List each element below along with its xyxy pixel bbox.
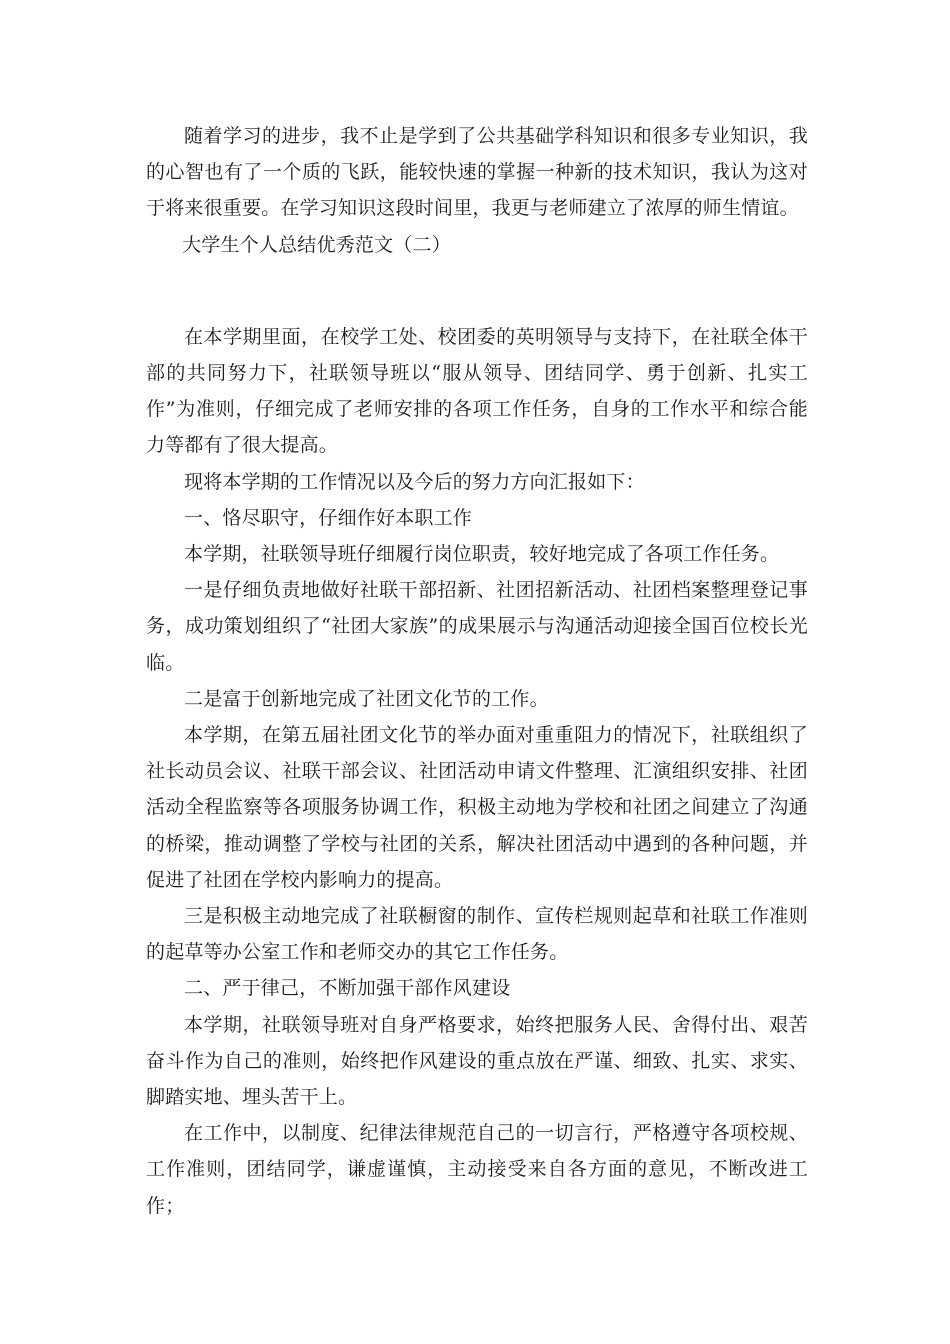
paragraph-2: 现将本学期的工作情况以及今后的努力方向汇报如下： <box>184 470 645 493</box>
document-body <box>146 118 808 1224</box>
paragraph-8: 本学期，社联领导班对自身严格要求，始终把服务人民、舍得付出、艰苦奋斗作为自己的准则，始终把作风建设的重点放在严谨、细致、扎实、求实、脚踏实地、埋头苦干上。 <box>146 1013 808 1109</box>
heading-section-1: 一、恪尽职守，仔细作好本职工作 <box>184 506 473 529</box>
paragraph-4: 一是仔细负责地做好社联干部招新、社团招新活动、社团档案整理登记事务，成功策划组织了“社团大家族”的成果展示与沟通活动迎接全国百位校长光临。 <box>146 579 808 674</box>
blank-spacer <box>146 263 808 319</box>
paragraph-6: 本学期，在第五届社团文化节的举办面对重重阻力的情况下，社联组织了社长动员会议、社联干部会议、社团活动申请文件整理、汇演组织安排、社团活动全程监察等各项服务协调工作，积极主动地为学校和社团之间建立了沟通的桥梁，推动调整了学校与社团的关系，解决社团活动中遇到的各种问题，并促进了社团在学校内影响力的提高。 <box>146 724 808 891</box>
heading-section-2: 二、严于律己，不断加强干部作风建设 <box>184 977 511 1000</box>
paragraph-7: 三是积极主动地完成了社联橱窗的制作、宣传栏规则起草和社联工作准则的起草等办公室工作和老师交办的其它工作任务。 <box>146 905 808 964</box>
paragraph-1: 在本学期里面，在校学工处、校团委的英明领导与支持下，在社联全体干部的共同努力下，社联领导班以“服从领导、团结同学、勇于创新、扎实工作”为准则，仔细完成了老师安排的各项工作任务，自身的工作水平和综合能力等都有了很大提高。 <box>146 325 808 457</box>
paragraph-9: 在工作中，以制度、纪律法律规范自己的一切言行，严格遵守各项校规、工作准则，团结同学，谦虚谨慎，主动接受来自各方面的意见，不断改进工作； <box>146 1122 808 1217</box>
paragraph-5: 二是富于创新地完成了社团文化节的工作。 <box>184 687 549 710</box>
paragraph-3: 本学期，社联领导班仔细履行岗位职责，较好地完成了各项工作任务。 <box>184 543 780 566</box>
section-subtitle: 大学生个人总结优秀范文（二） <box>182 233 451 256</box>
paragraph-intro: 随着学习的进步，我不止是学到了公共基础学科知识和很多专业知识，我的心智也有了一个质的飞跃，能较快速的掌握一种新的技术知识，我认为这对于将来很重要。在学习知识这段时间里，我更与老师建立了浓厚的师生情谊。 <box>146 125 808 220</box>
